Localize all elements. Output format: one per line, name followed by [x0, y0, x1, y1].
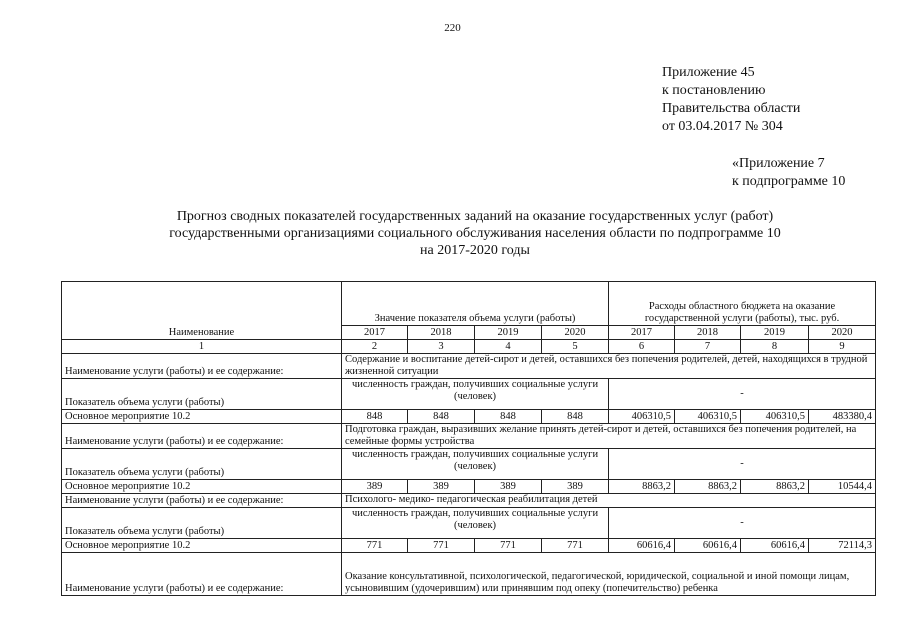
header-expense-group: Расходы областного бюджета на оказание государственной услуги (работы), тыс. руб.: [609, 282, 876, 326]
expense-dash: -: [609, 379, 876, 410]
measure-label: Основное мероприятие 10.2: [62, 539, 342, 553]
title-line: на 2017-2020 годы: [420, 243, 530, 258]
volume-indicator: численность граждан, получивших социальные услуги (человек): [342, 508, 609, 539]
title-line: Прогноз сводных показателей государственных заданий на оказание государственных услуг (работ): [176, 209, 774, 224]
volume-label: Показатель объема услуги (работы): [62, 508, 342, 539]
column-number: 7: [675, 340, 741, 354]
column-number: 4: [475, 340, 542, 354]
header-year: 2019: [475, 326, 542, 340]
service-label: Наименование услуги (работы) и ее содержание:: [62, 494, 342, 508]
expense-value: 406310,5: [741, 410, 809, 424]
expense-value: 483380,4: [809, 410, 876, 424]
expense-value: 10544,4: [809, 480, 876, 494]
service-description: Психолого- медико- педагогическая реабилитация детей: [342, 494, 876, 508]
expense-value: 8863,2: [609, 480, 675, 494]
service-label: Наименование услуги (работы) и ее содержание:: [62, 354, 342, 379]
header-year: 2020: [542, 326, 609, 340]
column-number: 9: [809, 340, 876, 354]
expense-value: 60616,4: [741, 539, 809, 553]
service-label: Наименование услуги (работы) и ее содержание:: [62, 424, 342, 449]
header-year: 2019: [741, 326, 809, 340]
appendix-subprogram-line: к подпрограмме 10: [732, 174, 846, 189]
volume-indicator: численность граждан, получивших социальные услуги (человек): [342, 379, 609, 410]
volume-value: 389: [342, 480, 408, 494]
volume-value: 389: [475, 480, 542, 494]
expense-value: 406310,5: [675, 410, 741, 424]
column-number: 8: [741, 340, 809, 354]
expense-value: 72114,3: [809, 539, 876, 553]
column-number: 2: [342, 340, 408, 354]
measure-label: Основное мероприятие 10.2: [62, 480, 342, 494]
header-year: 2017: [609, 326, 675, 340]
header-volume-group: Значение показателя объема услуги (работы): [342, 282, 609, 326]
measure-label: Основное мероприятие 10.2: [62, 410, 342, 424]
header-year: 2020: [809, 326, 876, 340]
expense-value: 60616,4: [609, 539, 675, 553]
volume-value: 848: [542, 410, 609, 424]
service-description: Содержание и воспитание детей-сирот и детей, оставшихся без попечения родителей, детей, находящихся в трудной жизненной ситуации: [342, 354, 876, 379]
volume-label: Показатель объема услуги (работы): [62, 379, 342, 410]
document-title: [100, 208, 850, 259]
service-description: Оказание консультативной, психологической, педагогической, юридической, социальной и иной помощи лицам, усыновившим (удочерившим) или принявшим под опеку (попечительство) ребенка: [342, 553, 876, 596]
volume-value: 771: [475, 539, 542, 553]
appendix-block: [662, 64, 800, 136]
volume-value: 771: [542, 539, 609, 553]
column-number: 3: [408, 340, 475, 354]
page-number: 220: [444, 22, 461, 34]
appendix-line: Приложение 45: [662, 65, 755, 80]
volume-value: 848: [408, 410, 475, 424]
volume-value: 771: [408, 539, 475, 553]
appendix-subprogram-line: «Приложение 7: [732, 156, 825, 171]
service-description: Подготовка граждан, выразивших желание принять детей-сирот и детей, оставшихся без попечения родителей, на семейные формы устройства: [342, 424, 876, 449]
volume-indicator: численность граждан, получивших социальные услуги (человек): [342, 449, 609, 480]
header-year: 2017: [342, 326, 408, 340]
volume-value: 389: [542, 480, 609, 494]
expense-value: 8863,2: [741, 480, 809, 494]
title-line: государственными организациями социального обслуживания населения области по подпрограмме 10: [169, 226, 781, 241]
volume-value: 771: [342, 539, 408, 553]
volume-value: 848: [475, 410, 542, 424]
appendix-line: к постановлению: [662, 83, 766, 98]
column-number: 5: [542, 340, 609, 354]
expense-dash: -: [609, 449, 876, 480]
appendix-subprogram-block: [732, 155, 845, 191]
expense-value: 60616,4: [675, 539, 741, 553]
appendix-line: Правительства области: [662, 101, 801, 116]
header-year: 2018: [408, 326, 475, 340]
volume-label: Показатель объема услуги (работы): [62, 449, 342, 480]
forecast-table: [61, 281, 876, 596]
service-label: Наименование услуги (работы) и ее содержание:: [62, 553, 342, 596]
header-name: Наименование: [62, 282, 342, 340]
header-year: 2018: [675, 326, 741, 340]
expense-value: 8863,2: [675, 480, 741, 494]
expense-dash: -: [609, 508, 876, 539]
column-number: 6: [609, 340, 675, 354]
volume-value: 389: [408, 480, 475, 494]
appendix-line: от 03.04.2017 № 304: [662, 119, 783, 134]
column-number: 1: [62, 340, 342, 354]
volume-value: 848: [342, 410, 408, 424]
expense-value: 406310,5: [609, 410, 675, 424]
